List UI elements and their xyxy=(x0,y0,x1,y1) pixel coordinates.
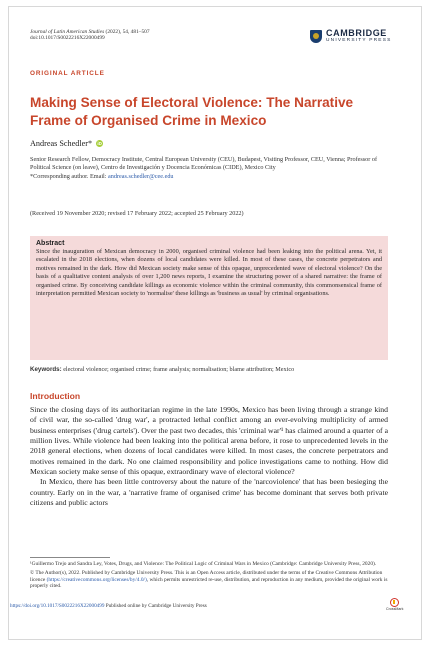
journal-citation-rest: (2022), 54, 481–507 xyxy=(105,29,150,35)
introduction-body xyxy=(30,405,388,508)
crossmark-label: CrossMark xyxy=(386,607,404,611)
keywords-text: electoral violence; organised crime; frame analysis; normalisation; blame attribution; Mexico xyxy=(63,366,295,373)
publisher-logo xyxy=(310,29,392,44)
introduction-paragraph-1: Since the closing days of its authoritarian regime in the late 1990s, Mexico has been living through a strange kind of civil war, the so-called 'drug war', a protracted lethal conflict among an ever-evolving multiplicity of armed business enterprises ('drug cartels'). Over the past two decades, this 'criminal war'¹ has claimed around a quarter of a million lives. While violence had been leaking into the political arena before, it rose to unprecedented levels in the 2018 general elections, when dozens of local candidates were killed. In most cases, the concrete perpetrators and motives remained in the dark. No one claimed responsibility and police investigations came to nothing. How did Mexican society make sense of this opaque, extraordinary wave of electoral violence? xyxy=(30,405,388,477)
publisher-subtitle: UNIVERSITY PRESS xyxy=(326,38,392,43)
footnote-1: ¹Guillermo Trejo and Sandra Ley, Votes, Drugs, and Violence: The Political Logic of Criminal Wars in Mexico (Cambridge: Cambridge University Press, 2020). xyxy=(30,561,377,567)
abstract-heading: Abstract xyxy=(36,240,65,247)
author-name[interactable]: Andreas Schedler* xyxy=(30,139,93,148)
article-type-label: ORIGINAL ARTICLE xyxy=(30,70,105,77)
publisher-name: CAMBRIDGE xyxy=(326,28,387,38)
orcid-icon[interactable]: iD xyxy=(97,141,102,146)
article-title: Making Sense of Electoral Violence: The Narrative Frame of Organised Crime in Mexico xyxy=(30,95,354,128)
license-suffix: , which permits unrestricted re-use, distribution, and reproduction in any medium, provided the original work is properly cited. xyxy=(30,576,388,590)
license-link[interactable]: (https://creativecommons.org/licenses/by/4.0/) xyxy=(46,576,147,583)
crossmark-badge[interactable] xyxy=(386,598,403,611)
footnotes xyxy=(30,561,388,592)
introduction-paragraph-2: In Mexico, there has been little controversy about the nature of the 'narcoviolence' that has been besieging the country. Early on in the war, a 'narrative frame of organised crime' has become dominant that serves both private citizens and public actors xyxy=(30,477,388,508)
author-line xyxy=(30,139,103,148)
footer-published-text: Published online by Cambridge University Press xyxy=(104,603,207,609)
received-dates: (Received 19 November 2020; revised 17 February 2022; accepted 25 February 2022) xyxy=(30,210,244,217)
affiliation-text: Senior Research Fellow, Democracy Institute, Central European University (CEU), Budapest, Visiting Professor, CEU, Vienna; Professor of Political Science (on leave), Centro de Investigación y Docencia Económicas (CIDE), Mexico City xyxy=(30,156,378,172)
corresponding-author-prefix: *Corresponding author. Email: xyxy=(30,172,107,180)
footer-doi-line xyxy=(10,603,207,609)
journal-citation xyxy=(30,29,230,42)
author-affiliation xyxy=(30,156,382,181)
abstract-text: Since the inauguration of Mexican democracy in 2000, organised criminal violence had been leaking into the political arena. Yet, it escalated in the 2018 elections, when dozens of local candidates were killed. In most of these cases, the concrete perpetrators and motives remained in the dark. How did Mexican society make sense of this opaque, unprecedented wave of electoral violence? On the basis of a qualitative content analysis of over 1,200 news reports, I examine the structuring power of a shared narrative: the frame of organised crime. By conceiving candidate killings as economic violence within the criminal community, this commonsensical frame of interpretation permitted Mexican society to 'normalise' these killings as 'business as usual' by criminal organisations. xyxy=(36,248,382,298)
license-note xyxy=(30,570,388,590)
footer-doi-link[interactable]: https://doi.org/10.1017/S0022216X22000499 xyxy=(10,603,105,609)
cambridge-crest-icon xyxy=(310,30,322,43)
footnote-divider xyxy=(30,557,110,558)
author-email-link[interactable]: andreas.schedler@cee.edu xyxy=(108,172,174,180)
keywords-label: Keywords: xyxy=(30,366,62,373)
journal-doi: doi:10.1017/S0022216X22000499 xyxy=(30,35,105,42)
license-prefix: © The Author(s), 2022. Published by Cambridge University Press. This is an Open Access article, distributed under the terms of the Creative Commons Attribution licence xyxy=(30,569,383,583)
abstract-box xyxy=(30,236,388,360)
introduction-heading: Introduction xyxy=(30,391,81,401)
keywords xyxy=(30,366,388,374)
crossmark-icon xyxy=(390,598,399,607)
journal-name: Journal of Latin American Studies xyxy=(30,29,105,35)
